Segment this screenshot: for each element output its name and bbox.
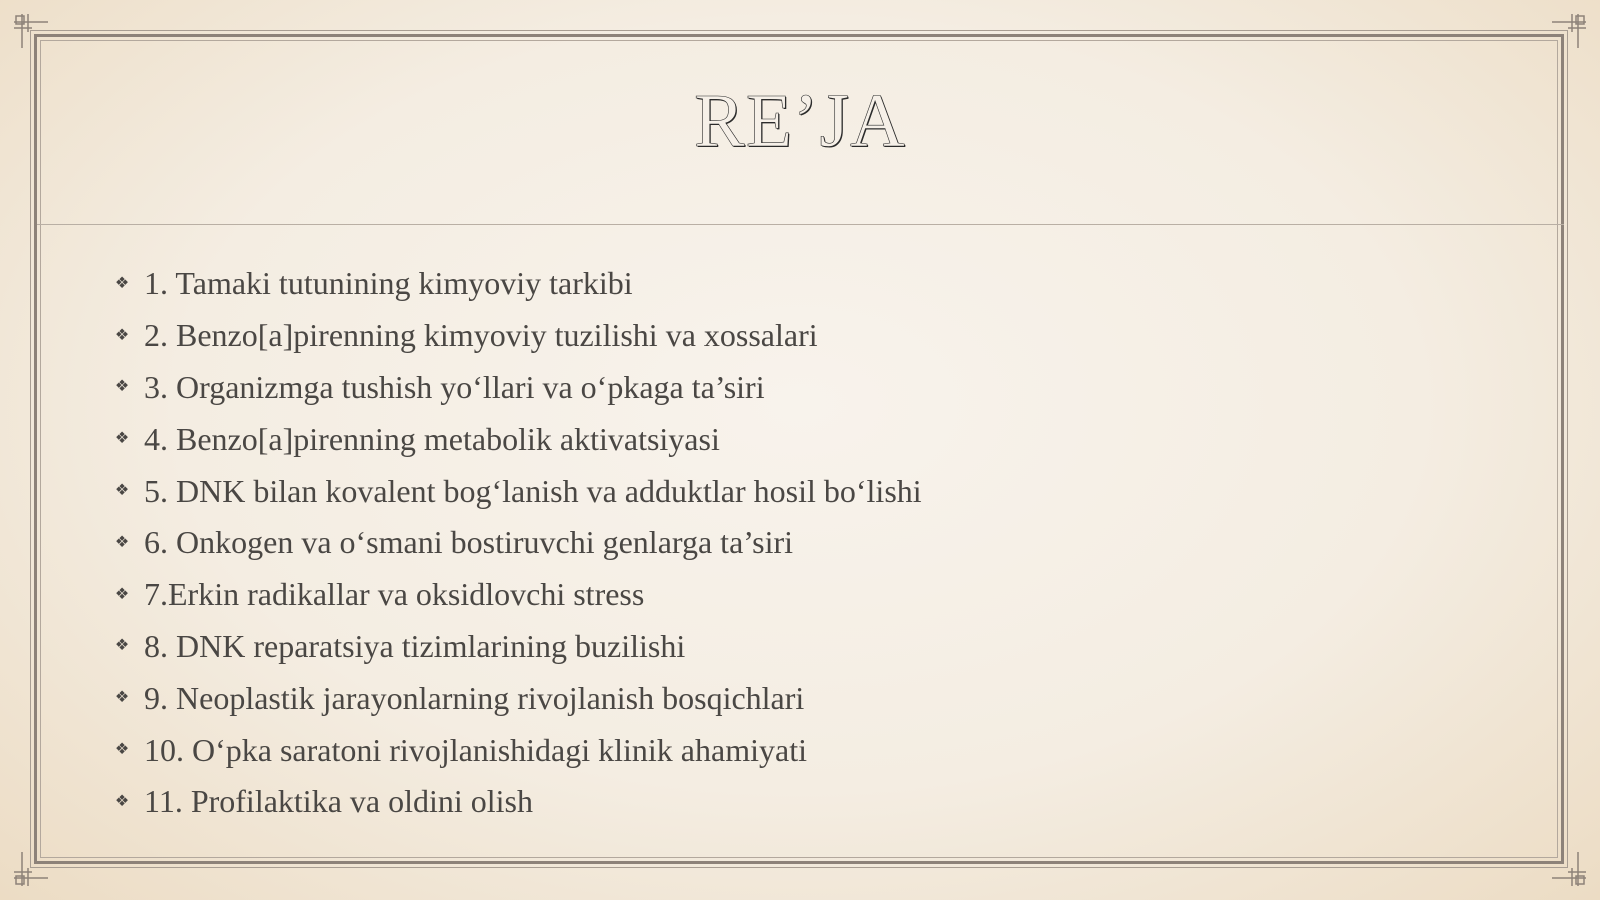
corner-ornament-icon <box>1550 12 1588 50</box>
four-diamond-bullet-icon: ❖ <box>114 792 130 810</box>
list-item <box>112 413 922 465</box>
four-diamond-bullet-icon: ❖ <box>114 430 130 448</box>
four-diamond-bullet-icon: ❖ <box>114 585 130 603</box>
four-diamond-bullet-icon: ❖ <box>114 533 130 551</box>
list-item-text: 4. Benzo[a]pirenning metabolik aktivatsiyasi <box>144 420 720 457</box>
list-item <box>112 310 922 362</box>
list-item-text: 1. Tamaki tutunining kimyoviy tarkibi <box>144 265 633 302</box>
list-item-text: 2. Benzo[a]pirenning kimyoviy tuzilishi va xossalari <box>144 317 818 354</box>
four-diamond-bullet-icon: ❖ <box>114 326 130 344</box>
list-item-text: 6. Onkogen va o‘smani bostiruvchi genlarga ta’siri <box>144 524 794 561</box>
list-item-text: 5. DNK bilan kovalent bog‘lanish va adduktlar hosil bo‘lishi <box>144 472 922 509</box>
four-diamond-bullet-icon: ❖ <box>114 482 130 500</box>
list-item <box>112 776 922 828</box>
corner-ornament-icon <box>12 12 50 50</box>
corner-ornament-icon <box>1550 850 1588 888</box>
plan-list <box>112 258 922 828</box>
corner-ornament-icon <box>12 850 50 888</box>
list-item-text: 7.Erkin radikallar va oksidlovchi stress <box>144 576 645 613</box>
list-item <box>112 362 922 414</box>
title-divider <box>37 224 1564 225</box>
list-item <box>112 621 922 673</box>
four-diamond-bullet-icon: ❖ <box>114 689 130 707</box>
list-item-text: 11. Profilaktika va oldini olish <box>144 783 533 820</box>
list-item <box>112 258 922 310</box>
list-item <box>112 724 922 776</box>
four-diamond-bullet-icon: ❖ <box>114 637 130 655</box>
list-item <box>112 517 922 569</box>
slide-title: RE’JA <box>694 79 906 163</box>
list-item <box>112 672 922 724</box>
list-item-text: 10. O‘pka saratoni rivojlanishidagi klinik ahamiyati <box>144 731 807 768</box>
list-item <box>112 569 922 621</box>
four-diamond-bullet-icon: ❖ <box>114 378 130 396</box>
list-item-text: 8. DNK reparatsiya tizimlarining buzilishi <box>144 627 686 664</box>
four-diamond-bullet-icon: ❖ <box>114 274 130 292</box>
list-item-text: 9. Neoplastik jarayonlarning rivojlanish bosqichlari <box>144 679 805 716</box>
list-item-text: 3. Organizmga tushish yo‘llari va o‘pkaga ta’siri <box>144 368 765 405</box>
list-item <box>112 465 922 517</box>
four-diamond-bullet-icon: ❖ <box>114 741 130 759</box>
